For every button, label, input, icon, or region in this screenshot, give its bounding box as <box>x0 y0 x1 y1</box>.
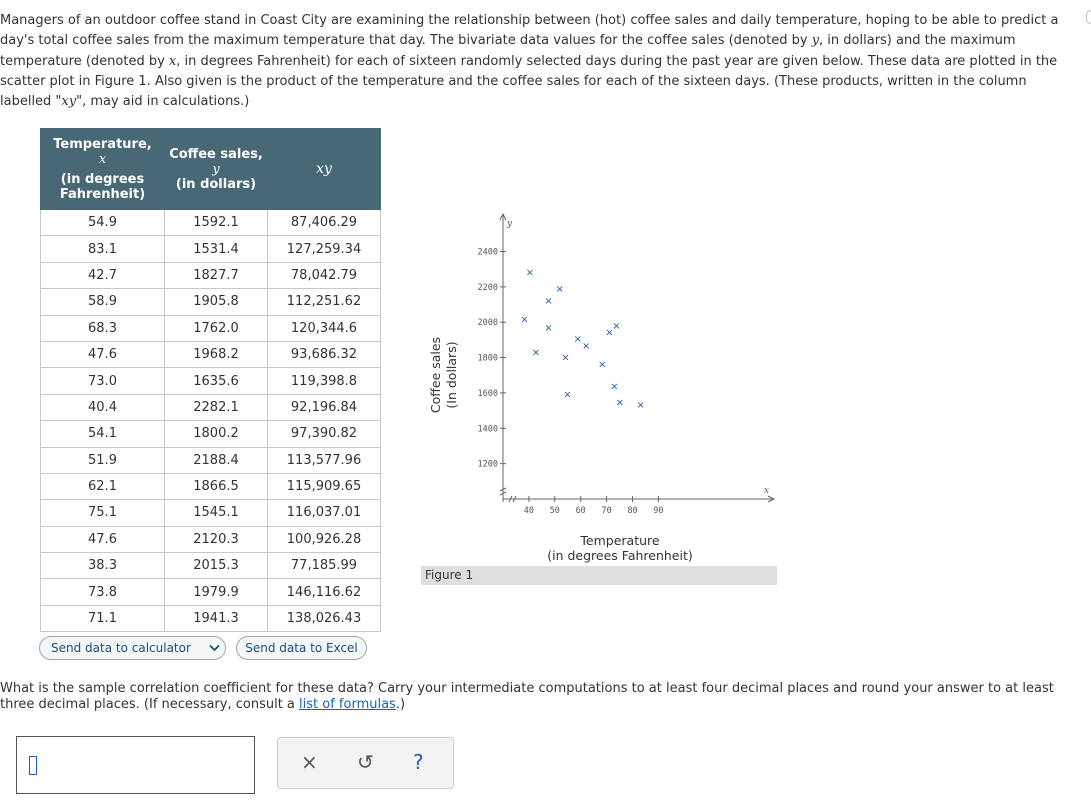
table-cell-xy: 97,390.82 <box>268 421 381 447</box>
text-cursor <box>29 756 37 775</box>
data-table <box>40 128 381 632</box>
table-cell-y: 1762.0 <box>165 315 268 341</box>
answer-input[interactable] <box>16 736 255 794</box>
scatter-point: × <box>544 295 553 307</box>
help-button[interactable]: ? <box>413 750 424 774</box>
table-row <box>41 210 381 236</box>
header-temperature: Temperature, x (in degrees Fahrenheit) <box>41 129 165 210</box>
header-xy: xy <box>268 129 381 210</box>
table-row <box>41 289 381 315</box>
table-cell-y: 2120.3 <box>165 526 268 552</box>
table-cell-x: 58.9 <box>41 289 165 315</box>
var-y: y <box>811 33 820 49</box>
table-cell-xy: 120,344.6 <box>268 315 381 341</box>
table-cell-xy: 138,026.43 <box>268 605 381 631</box>
table-cell-y: 1592.1 <box>165 210 268 236</box>
scatter-point: × <box>612 320 621 332</box>
table-row <box>41 447 381 473</box>
send-to-excel-label: Send data to Excel <box>245 641 358 655</box>
table-cell-xy: 77,185.99 <box>268 553 381 579</box>
y-axis-symbol: y <box>507 219 513 229</box>
y-tick-label: 2400 <box>477 247 498 258</box>
scatter-point: × <box>561 352 570 364</box>
undo-button[interactable]: ↺ <box>357 750 374 774</box>
y-tick-label: 1200 <box>477 459 498 470</box>
table-row <box>41 421 381 447</box>
table-cell-x: 73.0 <box>41 368 165 394</box>
table-cell-y: 1968.2 <box>165 341 268 367</box>
table-cell-x: 51.9 <box>41 447 165 473</box>
x-axis-label-line2: (in degrees Fahrenheit) <box>547 548 693 563</box>
problem-intro <box>0 11 1075 112</box>
table-cell-x: 42.7 <box>41 262 165 288</box>
scatter-point: × <box>525 267 535 279</box>
scatter-point: × <box>573 333 583 345</box>
table-row <box>41 605 381 631</box>
table-cell-xy: 115,909.65 <box>268 473 381 499</box>
scatter-point: × <box>610 381 619 393</box>
send-to-excel-button[interactable] <box>236 636 367 660</box>
y-tick-label: 1600 <box>477 388 498 399</box>
intro-text-3: , in degrees Fahrenheit) for each of sixteen randomly selected days during the past year are given below. These data are plotted in the scatter plot in Figure 1. Also given is the product of the temperature and the coffee sales for each of the sixteen days. (These products, written in the column labelled " <box>0 53 1058 110</box>
table-cell-y: 2282.1 <box>165 394 268 420</box>
var-x: x <box>168 53 177 69</box>
x-tick-label: 70 <box>601 506 612 516</box>
table-row <box>41 500 381 526</box>
table-row <box>41 262 381 288</box>
x-tick-label: 50 <box>549 506 560 516</box>
y-tick-label: 1400 <box>477 424 498 435</box>
y-tick-label: 2000 <box>477 318 498 329</box>
table-cell-xy: 92,196.84 <box>268 394 381 420</box>
table-row <box>41 526 381 552</box>
scatter-point: × <box>520 314 529 326</box>
scatter-point: × <box>555 283 564 295</box>
table-cell-x: 47.6 <box>41 341 165 367</box>
intro-text-1: Managers of an outdoor coffee stand in Coast City are examining the relationship between (hot) coffee sales and daily temperature, hoping to be able to predict a day's total coffee sales from the maximum temperature that day. The bivariate data values for the coffee sales (denoted by <box>0 13 1059 49</box>
clear-button[interactable]: × <box>301 750 318 774</box>
scatter-point: × <box>615 397 625 409</box>
table-row <box>41 341 381 367</box>
y-axis-label <box>426 330 466 420</box>
table-cell-y: 2015.3 <box>165 553 268 579</box>
table-cell-x: 54.9 <box>41 210 165 236</box>
table-cell-y: 1866.5 <box>165 473 268 499</box>
table-cell-x: 73.8 <box>41 579 165 605</box>
table-cell-x: 47.6 <box>41 526 165 552</box>
table-row <box>41 236 381 262</box>
table-cell-xy: 93,686.32 <box>268 341 381 367</box>
x-tick-label: 80 <box>627 506 638 516</box>
question-text <box>0 681 1085 713</box>
scatter-plot <box>422 208 778 585</box>
table-cell-xy: 119,398.8 <box>268 368 381 394</box>
scroll-indicator[interactable] <box>1086 10 1091 24</box>
y-axis-label-line2: (In dollars) <box>444 341 459 409</box>
send-to-calculator-button[interactable] <box>39 636 226 660</box>
table-cell-xy: 127,259.34 <box>268 236 381 262</box>
table-cell-y: 1545.1 <box>165 500 268 526</box>
table-cell-x: 75.1 <box>41 500 165 526</box>
table-cell-y: 2188.4 <box>165 447 268 473</box>
table-cell-xy: 78,042.79 <box>268 262 381 288</box>
table-cell-x: 62.1 <box>41 473 165 499</box>
x-axis-label-line1: Temperature <box>580 533 660 548</box>
scatter-point: × <box>598 359 607 371</box>
table-cell-y: 1635.6 <box>165 368 268 394</box>
header-coffee-sales: Coffee sales, y (in dollars) <box>165 129 268 210</box>
table-row <box>41 473 381 499</box>
scatter-point: × <box>636 400 645 412</box>
y-tick-label: 2200 <box>477 282 498 293</box>
send-to-calculator-label: Send data to calculator <box>51 641 191 655</box>
table-cell-y: 1531.4 <box>165 236 268 262</box>
table-row <box>41 368 381 394</box>
x-tick-label: 60 <box>575 506 586 516</box>
table-cell-y: 1979.9 <box>165 579 268 605</box>
answer-toolbar <box>277 737 454 789</box>
table-row <box>41 394 381 420</box>
intro-text-2: , in dollars) and the maximum temperature (denoted by <box>0 33 1016 69</box>
table-cell-x: 38.3 <box>41 553 165 579</box>
table-row <box>41 553 381 579</box>
table-cell-xy: 116,037.01 <box>268 500 381 526</box>
y-tick-label: 1800 <box>477 353 498 364</box>
table-cell-xy: 113,577.96 <box>268 447 381 473</box>
table-cell-y: 1800.2 <box>165 421 268 447</box>
scatter-point: × <box>581 340 591 352</box>
scatter-point: × <box>563 389 572 401</box>
x-axis-symbol: x <box>764 486 770 496</box>
table-row <box>41 315 381 341</box>
table-cell-x: 71.1 <box>41 605 165 631</box>
scatter-point: × <box>544 322 553 334</box>
table-cell-x: 40.4 <box>41 394 165 420</box>
table-cell-xy: 146,116.62 <box>268 579 381 605</box>
x-tick-label: 40 <box>523 506 535 516</box>
table-cell-y: 1905.8 <box>165 289 268 315</box>
table-cell-x: 83.1 <box>41 236 165 262</box>
figure-caption: Figure 1 <box>421 566 777 585</box>
table-row <box>41 579 381 605</box>
chevron-down-icon <box>209 641 220 655</box>
table-cell-xy: 87,406.29 <box>268 210 381 236</box>
intro-text-4: ", may aid in calculations.) <box>76 94 250 110</box>
formulas-link[interactable]: list of formulas <box>299 697 396 712</box>
table-cell-y: 1827.7 <box>165 262 268 288</box>
table-cell-x: 68.3 <box>41 315 165 341</box>
var-xy: xy <box>61 94 77 110</box>
question-body: What is the sample correlation coefficient for these data? Carry your intermediate computations to at least four decimal places and round your answer to at least three decimal places. (If necessary, consult a <box>0 681 1054 712</box>
table-cell-xy: 100,926.28 <box>268 526 381 552</box>
x-axis-label <box>520 533 720 563</box>
x-tick-label: 90 <box>653 506 664 516</box>
y-axis-label-line1: Coffee sales <box>428 336 443 414</box>
table-cell-xy: 112,251.62 <box>268 289 381 315</box>
table-cell-y: 1941.3 <box>165 605 268 631</box>
question-end: .) <box>395 697 406 712</box>
scatter-point: × <box>531 347 541 359</box>
table-cell-x: 54.1 <box>41 421 165 447</box>
scatter-point: × <box>605 327 614 339</box>
